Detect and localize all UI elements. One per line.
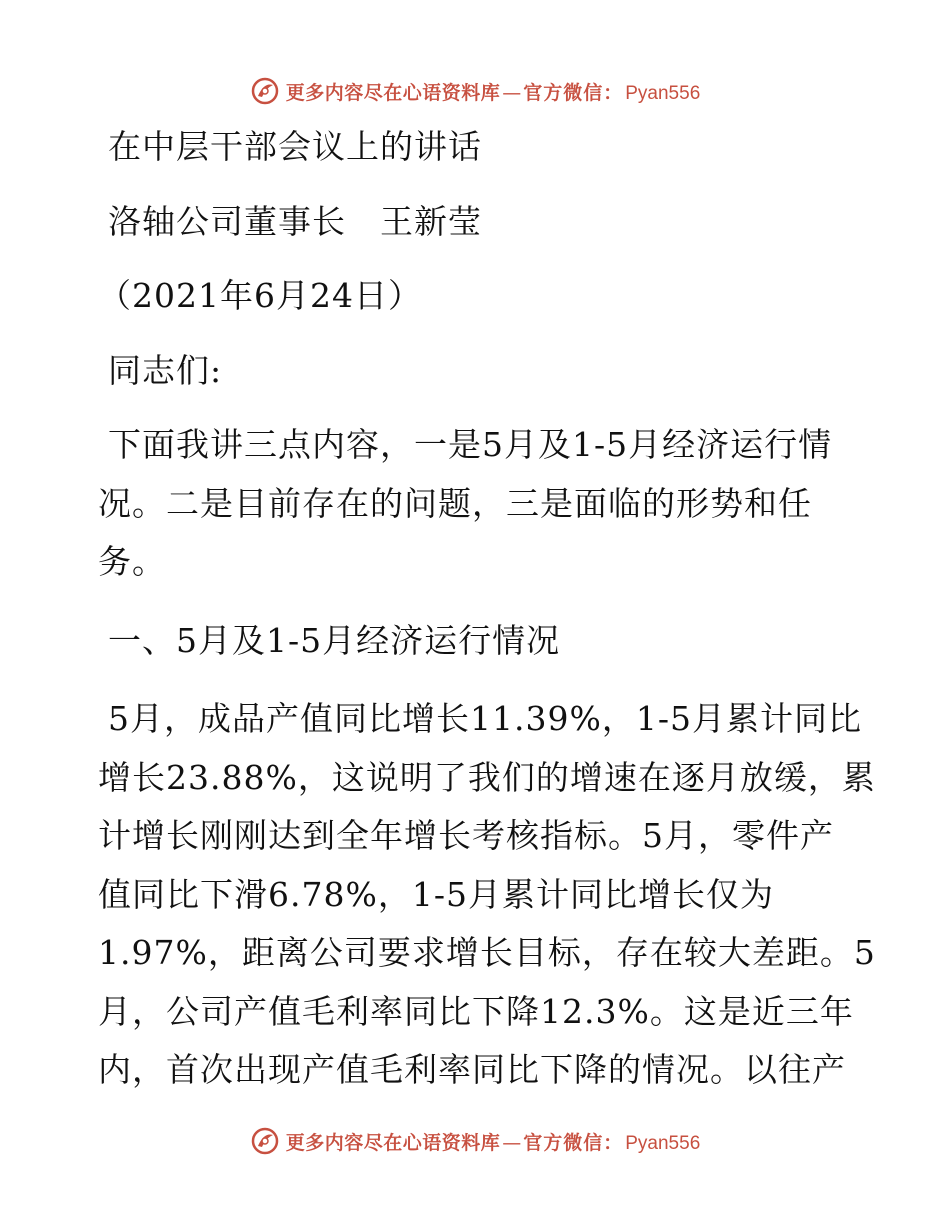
section1-line: 内，首次出现产值毛利率同比下降的情况。以往产 [98, 1050, 846, 1089]
section1-line: 5月，成品产值同比增长11.39%，1-5月累计同比 [108, 699, 862, 738]
section1-line: 计增长刚刚达到全年增长考核指标。5月，零件产 [98, 816, 834, 855]
section1-line: 值同比下滑6.78%，1-5月累计同比增长仅为 [98, 874, 774, 914]
section1-line: 增长23.88%，这说明了我们的增速在逐月放缓，累 [98, 757, 876, 797]
watermark-dash: — [502, 81, 522, 104]
section1-paragraph [98, 690, 876, 1100]
watermark-site-name: 更多内容尽在心语资料库 [285, 1131, 501, 1154]
document-author: 洛轴公司董事长 王新莹 [108, 201, 482, 241]
watermark-header [0, 71, 950, 111]
watermark-logo-icon [250, 76, 280, 106]
watermark-logo-icon [250, 1126, 280, 1156]
watermark-wechat-id: Pyan556 [625, 82, 701, 104]
watermark-dash: — [502, 1131, 522, 1154]
watermark-wechat-id: Pyan556 [625, 1132, 701, 1154]
section1-heading: 一、5月及1-5月经济运行情况 [108, 620, 561, 660]
intro-paragraph [98, 416, 858, 592]
document-body [98, 118, 876, 1100]
watermark-wechat-label: 官方微信： [523, 81, 624, 104]
section1-line: 1.97%，距离公司要求增长目标，存在较大差距。5 [98, 933, 876, 972]
watermark-wechat-label: 官方微信： [523, 1131, 624, 1154]
section1-line: 月，公司产值毛利率同比下降12.3%。这是近三年 [98, 991, 854, 1031]
intro-line: 况。二是目前存在的问题，三是面临的形势和任 [98, 483, 812, 523]
watermark-footer [0, 1121, 950, 1161]
intro-line: 下面我讲三点内容，一是5月及1-5月经济运行情 [108, 425, 833, 464]
document-salutation: 同志们: [108, 350, 223, 390]
watermark-site-name: 更多内容尽在心语资料库 [285, 81, 501, 104]
document-title: 在中层干部会议上的讲话 [108, 127, 482, 166]
intro-line: 务。 [98, 542, 166, 581]
document-date: （2021年6月24日） [98, 276, 422, 315]
